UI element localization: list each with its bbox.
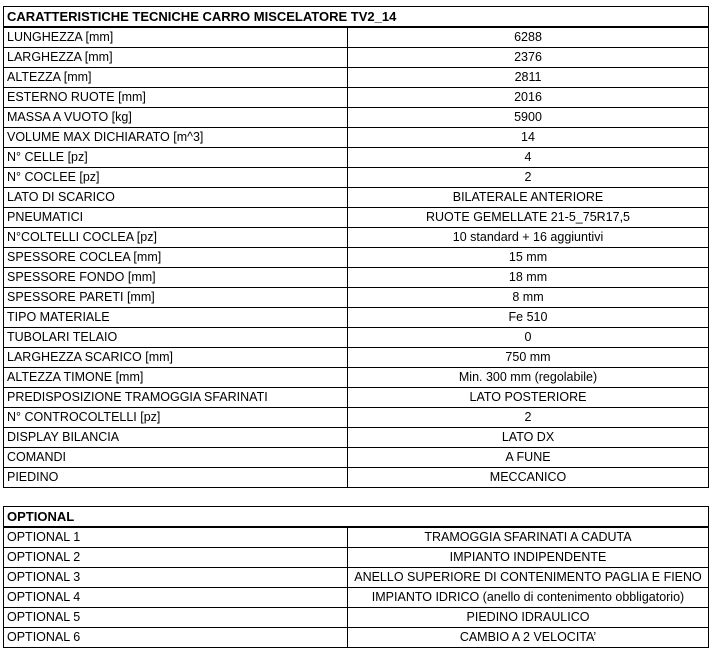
spec-row — [4, 208, 709, 228]
row-value: PIEDINO IDRAULICO — [348, 608, 709, 628]
row-label: ESTERNO RUOTE [mm] — [4, 88, 348, 108]
spec-row — [4, 328, 709, 348]
row-value: 8 mm — [348, 288, 709, 308]
row-label: COMANDI — [4, 448, 348, 468]
row-value: 5900 — [348, 108, 709, 128]
row-value: RUOTE GEMELLATE 21-5_75R17,5 — [348, 208, 709, 228]
spec-row — [4, 468, 709, 488]
row-value: 4 — [348, 148, 709, 168]
row-value: 6288 — [348, 27, 709, 48]
row-value: CAMBIO A 2 VELOCITA’ — [348, 628, 709, 648]
row-label: SPESSORE PARETI [mm] — [4, 288, 348, 308]
row-label: TIPO MATERIALE — [4, 308, 348, 328]
row-value: 0 — [348, 328, 709, 348]
spec-row — [4, 368, 709, 388]
row-label: N° CELLE [pz] — [4, 148, 348, 168]
spec-row — [4, 48, 709, 68]
optional-row — [4, 628, 709, 648]
row-value: BILATERALE ANTERIORE — [348, 188, 709, 208]
row-value: 18 mm — [348, 268, 709, 288]
row-label: ALTEZZA [mm] — [4, 68, 348, 88]
row-label: DISPLAY BILANCIA — [4, 428, 348, 448]
optional-title: OPTIONAL — [4, 507, 709, 528]
spec-row — [4, 268, 709, 288]
row-value: 14 — [348, 128, 709, 148]
spec-row — [4, 27, 709, 48]
optional-row — [4, 608, 709, 628]
spec-row — [4, 188, 709, 208]
optional-table — [3, 506, 709, 648]
row-label: TUBOLARI TELAIO — [4, 328, 348, 348]
spec-row — [4, 128, 709, 148]
row-label: OPTIONAL 1 — [4, 527, 348, 548]
row-label: OPTIONAL 4 — [4, 588, 348, 608]
spec-row — [4, 348, 709, 368]
row-label: OPTIONAL 6 — [4, 628, 348, 648]
spec-row — [4, 248, 709, 268]
row-value: IMPIANTO INDIPENDENTE — [348, 548, 709, 568]
specifications-header-row — [4, 7, 709, 28]
spec-row — [4, 448, 709, 468]
optional-row — [4, 588, 709, 608]
spec-row — [4, 108, 709, 128]
row-value: 10 standard + 16 aggiuntivi — [348, 228, 709, 248]
spec-row — [4, 308, 709, 328]
row-value: IMPIANTO IDRICO (anello di contenimento obbligatorio) — [348, 588, 709, 608]
row-value: LATO POSTERIORE — [348, 388, 709, 408]
row-value: TRAMOGGIA SFARINATI A CADUTA — [348, 527, 709, 548]
specifications-table — [3, 6, 709, 488]
row-label: LUNGHEZZA [mm] — [4, 27, 348, 48]
row-value: 2376 — [348, 48, 709, 68]
row-value: Min. 300 mm (regolabile) — [348, 368, 709, 388]
optional-row — [4, 527, 709, 548]
row-label: MASSA A VUOTO [kg] — [4, 108, 348, 128]
row-value: ANELLO SUPERIORE DI CONTENIMENTO PAGLIA E FIENO — [348, 568, 709, 588]
spec-row — [4, 428, 709, 448]
spec-row — [4, 288, 709, 308]
spec-row — [4, 228, 709, 248]
row-label: LATO DI SCARICO — [4, 188, 348, 208]
row-label: LARGHEZZA SCARICO [mm] — [4, 348, 348, 368]
row-label: OPTIONAL 3 — [4, 568, 348, 588]
row-label: ALTEZZA TIMONE [mm] — [4, 368, 348, 388]
row-label: PREDISPOSIZIONE TRAMOGGIA SFARINATI — [4, 388, 348, 408]
spec-row — [4, 88, 709, 108]
spec-row — [4, 148, 709, 168]
spec-row — [4, 388, 709, 408]
row-label: SPESSORE COCLEA [mm] — [4, 248, 348, 268]
optional-body — [4, 527, 709, 648]
optional-row — [4, 548, 709, 568]
row-label: OPTIONAL 5 — [4, 608, 348, 628]
row-label: VOLUME MAX DICHIARATO [m^3] — [4, 128, 348, 148]
row-label: N° CONTROCOLTELLI [pz] — [4, 408, 348, 428]
row-value: 2 — [348, 408, 709, 428]
row-value: MECCANICO — [348, 468, 709, 488]
row-label: SPESSORE FONDO [mm] — [4, 268, 348, 288]
row-label: PNEUMATICI — [4, 208, 348, 228]
row-value: 2016 — [348, 88, 709, 108]
specifications-title: CARATTERISTICHE TECNICHE CARRO MISCELATORE TV2_14 — [4, 7, 709, 28]
row-value: 750 mm — [348, 348, 709, 368]
row-label: N°COLTELLI COCLEA [pz] — [4, 228, 348, 248]
spec-row — [4, 68, 709, 88]
optional-header-row — [4, 507, 709, 528]
row-value: LATO DX — [348, 428, 709, 448]
optional-row — [4, 568, 709, 588]
specifications-body — [4, 27, 709, 488]
row-value: 2 — [348, 168, 709, 188]
row-label: LARGHEZZA [mm] — [4, 48, 348, 68]
row-label: OPTIONAL 2 — [4, 548, 348, 568]
spec-row — [4, 408, 709, 428]
row-value: A FUNE — [348, 448, 709, 468]
row-value: 2811 — [348, 68, 709, 88]
row-value: Fe 510 — [348, 308, 709, 328]
spec-row — [4, 168, 709, 188]
row-value: 15 mm — [348, 248, 709, 268]
row-label: N° COCLEE [pz] — [4, 168, 348, 188]
row-label: PIEDINO — [4, 468, 348, 488]
